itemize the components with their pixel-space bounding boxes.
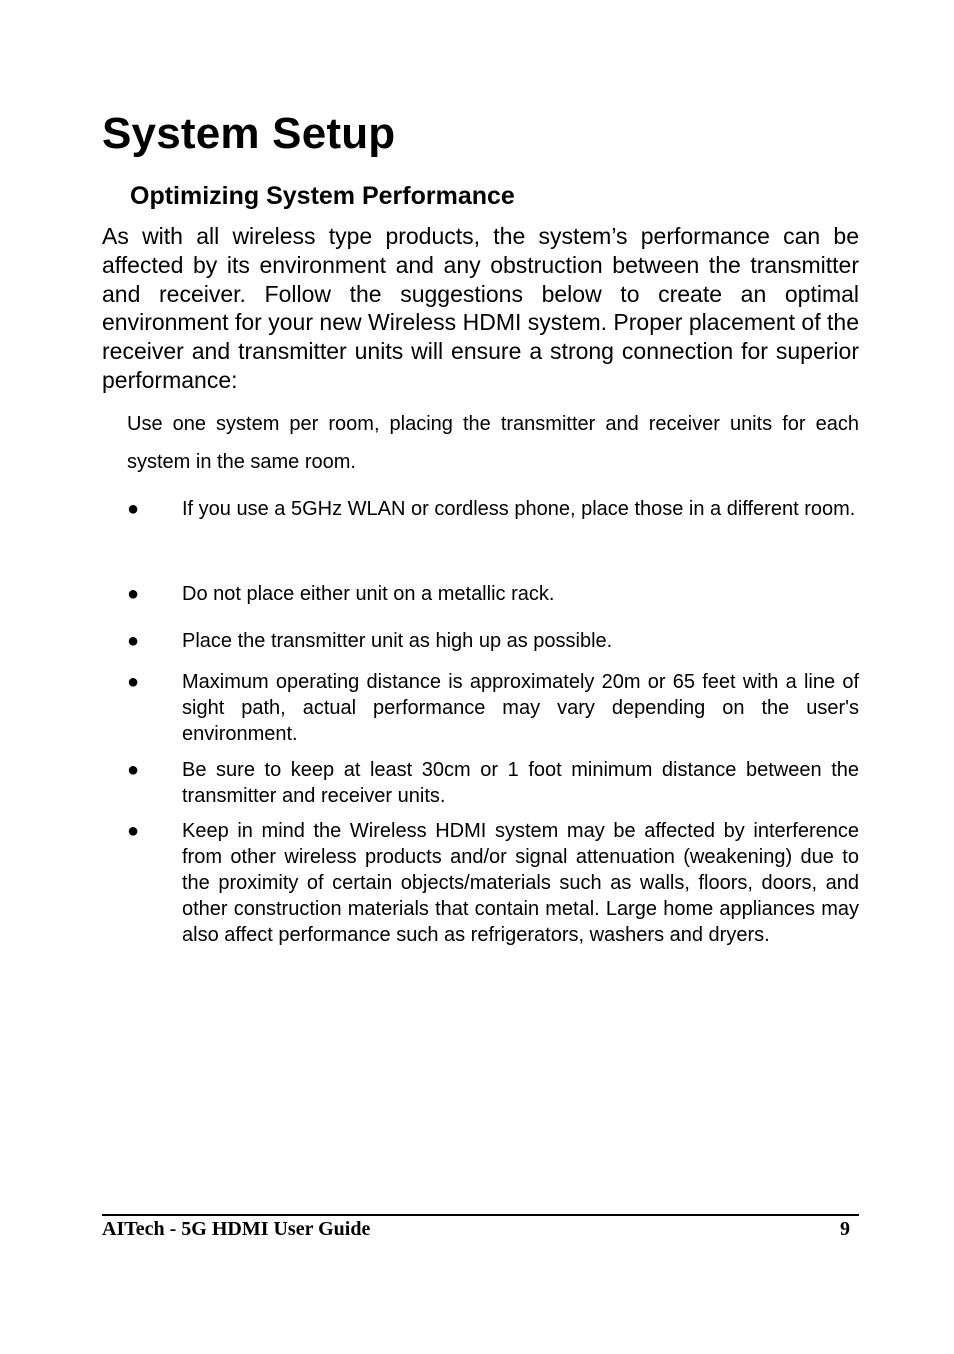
bullet-icon: ● xyxy=(127,498,140,520)
bullet-icon: ● xyxy=(127,759,140,781)
list-item xyxy=(127,757,859,809)
list-item-text: Keep in mind the Wireless HDMI system may be affected by interference from other wireless products and/or signal attenuation (weakening) due to the proximity of certain objects/materials such as walls, floors, doors, and other construction materials that contain metal. Large home appliances may also affect performance such as refrigerators, washers and dryers. xyxy=(182,820,859,946)
list-item-text: Be sure to keep at least 30cm or 1 foot minimum distance between the transmitter and receiver units. xyxy=(182,759,859,807)
list-item xyxy=(127,622,859,660)
list-item-text: If you use a 5GHz WLAN or cordless phone, place those in a different room. xyxy=(182,498,856,520)
list-item xyxy=(127,669,859,747)
page-title: System Setup xyxy=(102,109,396,158)
list-item xyxy=(127,818,859,948)
bullet-icon: ● xyxy=(127,820,140,842)
bullet-icon: ● xyxy=(127,583,140,605)
list-item-text: Do not place either unit on a metallic rack. xyxy=(182,583,555,605)
bullet-icon: ● xyxy=(127,630,140,652)
list-item-text: Maximum operating distance is approximately 20m or 65 feet with a line of sight path, actual performance may vary depending on the user's environment. xyxy=(182,671,859,745)
list-item xyxy=(127,490,859,528)
list-item-text: Place the transmitter unit as high up as possible. xyxy=(182,630,613,652)
footer-title: AITech - 5G HDMI User Guide xyxy=(102,1218,371,1240)
page-number: 9 xyxy=(840,1218,850,1240)
section-heading: Optimizing System Performance xyxy=(130,182,515,210)
tip-paragraph: Use one system per room, placing the transmitter and receiver units for each system in the same room. xyxy=(127,413,859,473)
list-item xyxy=(127,575,859,613)
bullet-icon: ● xyxy=(127,671,140,693)
intro-paragraph: As with all wireless type products, the system’s performance can be affected by its environment and any obstruction between the transmitter and receiver. Follow the suggestions below to create an optimal environment for your new Wireless HDMI system. Proper placement of the receiver and transmitter units will ensure a strong connection for superior performance: xyxy=(102,223,859,393)
